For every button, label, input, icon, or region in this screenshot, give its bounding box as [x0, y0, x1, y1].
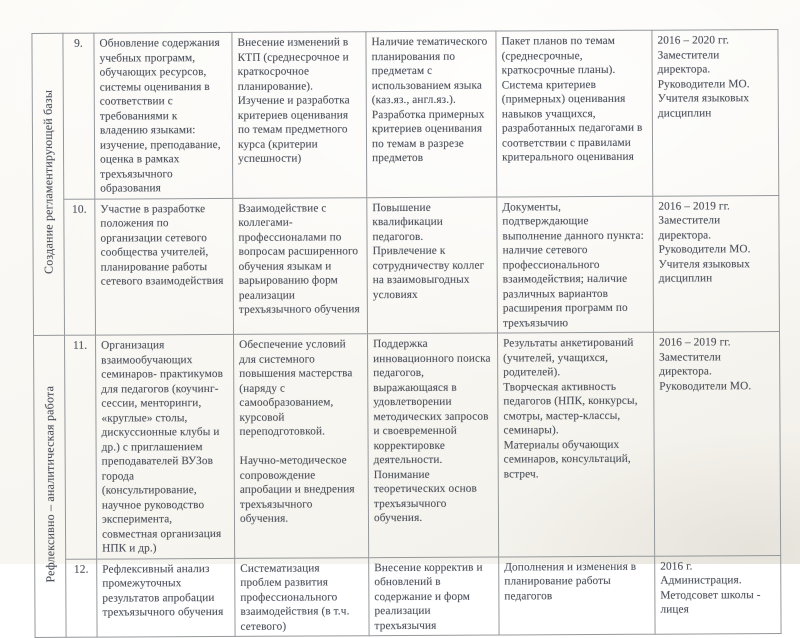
table-cell: Повышение квалификации педагогов. Привлечение к сотрудничеству коллег на взаимовыгодных условиях: [367, 197, 498, 334]
table-cell: Поддержка инновационного поиска педагогов, выражающаяся в удовлетворении методических запросов и своевременной корректировке деятельности. Понимание теоретических основ трехъязычного обучения.: [368, 333, 499, 557]
table-cell: Документы, подтверждающие выполнение данного пункта: наличие сетевого профессионального взаимодействия; наличие различных вариантов расширения программ по трехъязычию: [497, 196, 654, 333]
table-cell: Участие в разработке положения по организации сетевого сообщества учителей, планирование работы сетевого взаимодействия: [95, 198, 234, 335]
table-cell: 2016 – 2019 гг. Заместители директора. Руководители МО. Учителя языковых дисциплин: [653, 195, 780, 332]
table-cell: Внесение корректив и обновлений в содержание и форм реализации трехъязычия: [369, 557, 499, 636]
section-label-cell: [32, 33, 65, 335]
plan-table-body: [32, 30, 781, 638]
table-cell: Результаты анкетирований (учителей, учащихся, родителей). Творческая активность педагогов (НПК, конкурсы, смотры, мастер-классы, семинары). Материалы обучающих семинаров, консультаций, встреч.: [497, 332, 654, 556]
table-cell: Наличие тематического планирования по предметам с использованием языка (каз.яз., англ.яз.). Разработка примерных критериев оценивания по темам в разрезе предметов: [366, 31, 497, 197]
section-label-cell: [34, 335, 67, 637]
row-number: 12.: [66, 559, 97, 638]
table-cell: 2016 г. Администрация. Методсовет школы - лицея: [655, 555, 781, 634]
row-number: 9.: [63, 33, 95, 199]
table-cell: Организация взаимообучающих семинаров- практикумов для педагогов (коучинг-сессии, менторинги, «круглые» столы, дискуссионные клубы и др.) с приглашением преподавателей ВУЗов города (консультирование, научное руководство эксперимента, совместная организация НПК и др.): [96, 334, 235, 558]
table-cell: 2016 – 2019 гг. Заместители директора. Руководители МО.: [653, 332, 780, 556]
table-cell: Внесение изменений в КТП (среднесрочное и краткосрочное планирование). Изучение и разработка критериев оценивания по темам предметного курса (критерии успешности): [232, 32, 367, 198]
table-row: [35, 555, 781, 637]
table-row: [32, 30, 779, 199]
section-label: Рефлексивно – аналитическая работа: [41, 385, 57, 583]
table-cell: Пакет планов по темам (среднесрочные, краткосрочные планы). Система критериев (примерных) оценивания навыков учащихся, разработанных педагогами в соответствии с правилами критерального оценивания: [496, 30, 653, 196]
table-cell: Рефлексивный анализ промежуточных результатов апробации трехъязычного обучения: [97, 558, 235, 637]
table-sheet: [31, 29, 781, 638]
table-cell: Дополнения и изменения в планирование работы педагогов: [499, 556, 655, 635]
plan-table: [31, 29, 781, 638]
table-cell: 2016 – 2020 гг. Заместители директора. Руководители МО. Учителя языковых дисциплин: [652, 30, 779, 196]
table-cell: Взаимодействие с коллегами-профессионалами по вопросам расширенного обучения языкам и варьированию форм реализации трехъязычного обучения: [233, 197, 368, 334]
table-row: [33, 195, 780, 335]
table-row: [34, 332, 781, 559]
table-cell: Обновление содержания учебных программ, обучающих ресурсов, системы оценивания в соответствии с требованиями к владению языками: изучение, преподавание, оценка в рамках трехъязычного образования: [94, 32, 233, 198]
table-cell: Обеспечение условий для системного повышения мастерства (наряду с самообразованием, курсовой переподготовкой. Научно-методическое сопровождение апробации и внедрения трехъязычного обучения.: [234, 334, 369, 558]
section-label: Создание регламентирующей базы: [40, 90, 56, 275]
table-cell: Систематизация проблем развития профессионального взаимодействия (в т.ч. сетевого): [235, 557, 369, 636]
row-number: 11.: [65, 335, 97, 559]
row-number: 10.: [64, 199, 96, 336]
